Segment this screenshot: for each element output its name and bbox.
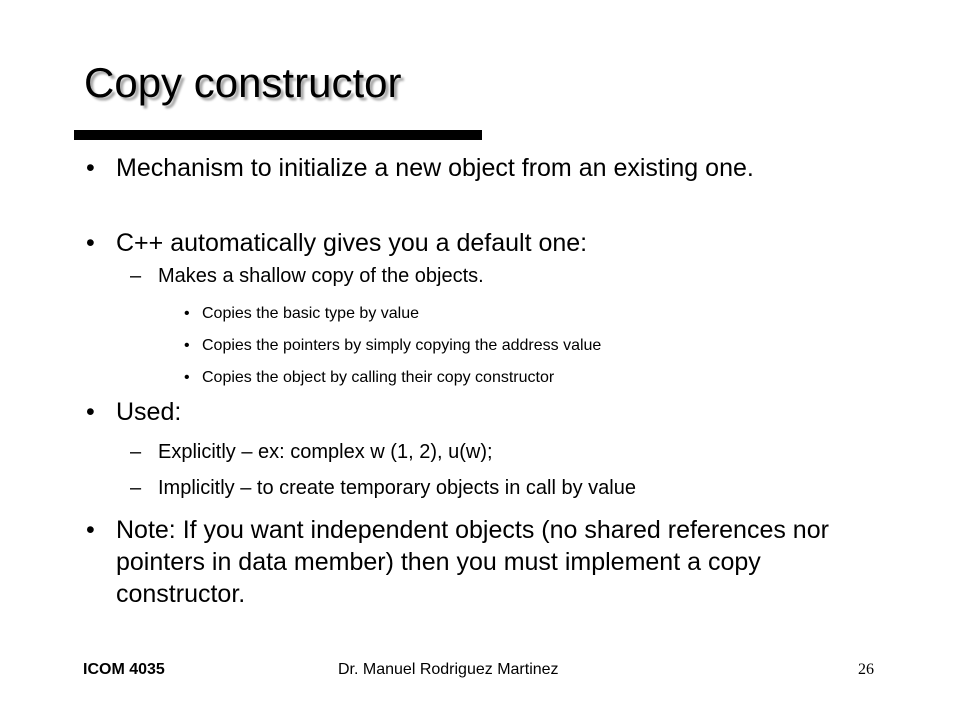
sub-sub-item-object: Copies the object by calling their copy constructor <box>202 369 555 386</box>
footer-author: Dr. Manuel Rodriguez Martinez <box>338 661 559 678</box>
bullet-marker: • <box>86 398 95 426</box>
small-bullet-marker: • <box>184 305 190 322</box>
dash-marker: – <box>130 265 142 287</box>
sub-sub-item-pointers: Copies the pointers by simply copying the address value <box>202 337 602 354</box>
dash-marker: – <box>130 441 142 463</box>
small-bullet-marker: • <box>184 369 190 386</box>
bullet-mechanism: Mechanism to initialize a new object from an existing one. <box>116 154 754 182</box>
bullet-used: Used: <box>116 398 182 426</box>
footer-page-number: 26 <box>858 661 874 678</box>
footer-course: ICOM 4035 <box>83 661 165 678</box>
sub-item-implicitly: Implicitly – to create temporary objects in call by value <box>158 477 636 499</box>
sub-sub-item-basic-type: Copies the basic type by value <box>202 305 420 322</box>
bullet-default-copy: C++ automatically gives you a default one: <box>116 229 588 257</box>
dash-marker: – <box>130 477 142 499</box>
sub-item-shallow-copy: Makes a shallow copy of the objects. <box>158 265 484 287</box>
slide-title: Copy constructor <box>84 59 402 106</box>
bullet-marker: • <box>86 154 95 182</box>
sub-item-explicitly: Explicitly – ex: complex w (1, 2), u(w); <box>158 441 493 463</box>
bullet-marker: • <box>86 516 95 544</box>
bullet-note: Note: If you want independent objects (no shared references nor pointers in data member) then you must implement a copy constructor. <box>116 516 829 608</box>
small-bullet-marker: • <box>184 337 190 354</box>
bullet-marker: • <box>86 229 95 257</box>
